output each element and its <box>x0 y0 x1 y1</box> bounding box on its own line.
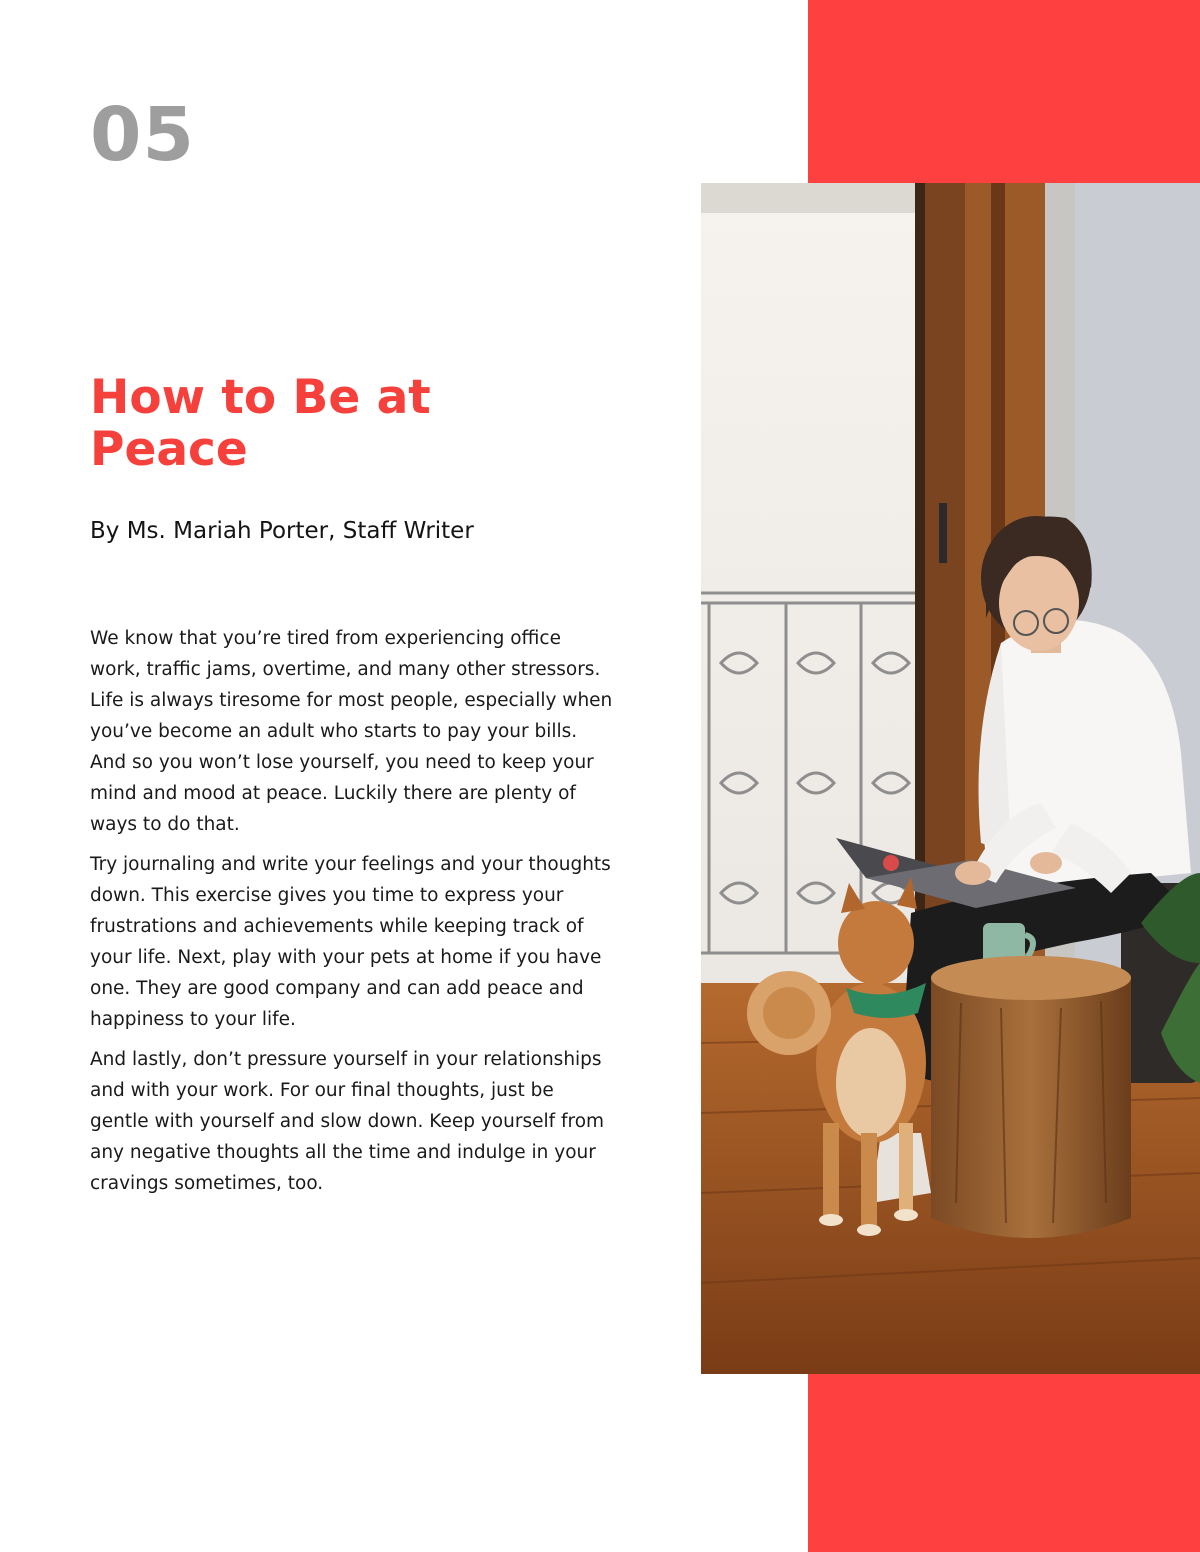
article-title: How to Be at Peace <box>90 370 431 477</box>
body-paragraph: And lastly, don’t pressure yourself in your relationships and with your work. For our final thoughts, just be gentle with yourself and slow down. Keep yourself from any negative thoughts all the time and indulge in your cravings sometimes, too. <box>90 1049 605 1194</box>
body-paragraph: We know that you’re tired from experiencing office work, traffic jams, overtime, and many other stressors. Life is always tiresome for most people, especially when you’ve become an adult who starts to pay your bills. And so you won’t lose yourself, you need to keep your mind and mood at peace. Luckily there are plenty of ways to do that. <box>90 628 613 835</box>
body-paragraph: Try journaling and write your feelings and your thoughts down. This exercise gives you time to express your frustrations and achievements while keeping track of your life. Next, play with your pets at home if you have one. They are good company and can add peace and happiness to your life. <box>90 854 611 1030</box>
woman-with-laptop-and-dog-photo <box>701 183 1200 1374</box>
article-byline: By Ms. Mariah Porter, Staff Writer <box>90 518 474 544</box>
page-number: 05 <box>90 92 195 178</box>
article-body <box>90 623 615 1208</box>
